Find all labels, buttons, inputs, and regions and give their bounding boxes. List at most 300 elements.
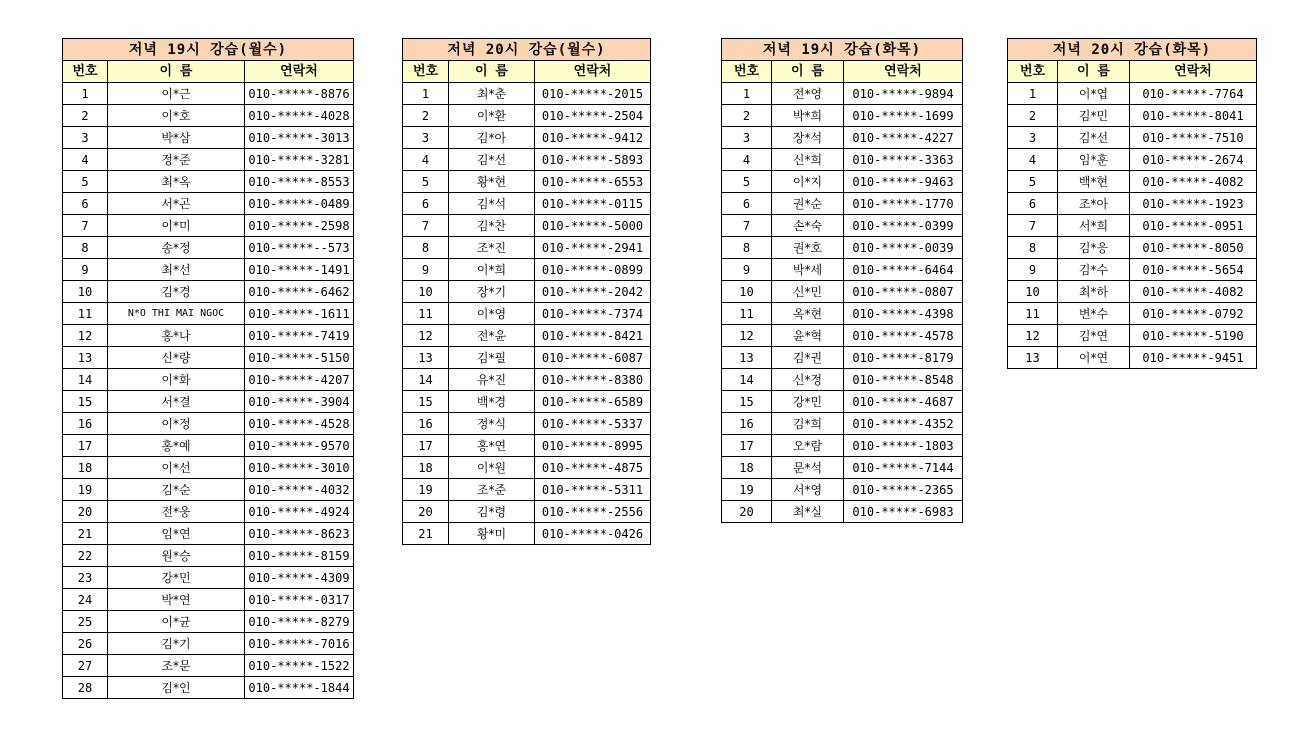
cell-name: 김*기	[108, 633, 245, 655]
cell-number: 9	[1008, 259, 1058, 281]
cell-contact: 010-*****--573	[245, 237, 354, 259]
table-row	[722, 149, 963, 171]
cell-number: 23	[63, 567, 108, 589]
table-row	[1008, 303, 1257, 325]
table-row	[722, 435, 963, 457]
cell-number: 4	[403, 149, 449, 171]
cell-contact: 010-*****-8548	[844, 369, 963, 391]
cell-contact: 010-*****-8380	[535, 369, 651, 391]
cell-contact: 010-*****-1522	[245, 655, 354, 677]
cell-contact: 010-*****-4309	[245, 567, 354, 589]
cell-number: 14	[403, 369, 449, 391]
cell-number: 16	[403, 413, 449, 435]
header-name: 이 름	[449, 61, 535, 83]
table-row	[63, 633, 354, 655]
cell-name: 임*연	[108, 523, 245, 545]
table-row	[722, 479, 963, 501]
cell-name: 조*준	[449, 479, 535, 501]
table-row	[722, 501, 963, 523]
table-row	[63, 127, 354, 149]
cell-number: 12	[722, 325, 772, 347]
cell-name: 홍*나	[108, 325, 245, 347]
table-row	[63, 479, 354, 501]
table-title-row	[403, 39, 651, 61]
table-row	[1008, 83, 1257, 105]
cell-contact: 010-*****-9463	[844, 171, 963, 193]
cell-contact: 010-*****-3013	[245, 127, 354, 149]
table-row	[403, 391, 651, 413]
cell-name: 이*균	[108, 611, 245, 633]
cell-contact: 010-*****-6462	[245, 281, 354, 303]
cell-name: 변*수	[1058, 303, 1130, 325]
cell-name: 황*현	[449, 171, 535, 193]
cell-contact: 010-*****-7374	[535, 303, 651, 325]
table-row	[722, 369, 963, 391]
cell-name: 최*옥	[108, 171, 245, 193]
cell-contact: 010-*****-4227	[844, 127, 963, 149]
header-number: 번호	[1008, 61, 1058, 83]
table-row	[722, 413, 963, 435]
cell-number: 18	[722, 457, 772, 479]
table-row	[1008, 215, 1257, 237]
cell-number: 6	[403, 193, 449, 215]
cell-contact: 010-*****-8041	[1130, 105, 1257, 127]
table-row	[63, 457, 354, 479]
roster-table-19-monwed	[62, 38, 354, 699]
cell-contact: 010-*****-3281	[245, 149, 354, 171]
cell-number: 5	[403, 171, 449, 193]
table-row	[403, 413, 651, 435]
table-row	[722, 303, 963, 325]
table-row	[63, 281, 354, 303]
cell-contact: 010-*****-0792	[1130, 303, 1257, 325]
cell-number: 13	[1008, 347, 1058, 369]
cell-name: 김*순	[108, 479, 245, 501]
table-row	[63, 589, 354, 611]
cell-name: 김*령	[449, 501, 535, 523]
cell-contact: 010-*****-3363	[844, 149, 963, 171]
cell-number: 13	[63, 347, 108, 369]
cell-number: 20	[722, 501, 772, 523]
cell-name: 이*정	[108, 413, 245, 435]
roster-table-20-tuethu	[1007, 38, 1257, 369]
table-row	[722, 237, 963, 259]
cell-contact: 010-*****-3010	[245, 457, 354, 479]
cell-name: 서*영	[772, 479, 844, 501]
header-contact: 연락처	[535, 61, 651, 83]
cell-contact: 010-*****-2015	[535, 83, 651, 105]
cell-number: 26	[63, 633, 108, 655]
cell-number: 21	[403, 523, 449, 545]
cell-number: 8	[63, 237, 108, 259]
cell-contact: 010-*****-4082	[1130, 171, 1257, 193]
cell-name: 조*문	[108, 655, 245, 677]
table-row	[403, 523, 651, 545]
cell-name: 김*권	[772, 347, 844, 369]
header-name: 이 름	[108, 61, 245, 83]
cell-number: 5	[1008, 171, 1058, 193]
cell-name: 박*희	[772, 105, 844, 127]
cell-number: 3	[63, 127, 108, 149]
table-row	[722, 127, 963, 149]
cell-contact: 010-*****-4082	[1130, 281, 1257, 303]
cell-name: 박*연	[108, 589, 245, 611]
cell-contact: 010-*****-6464	[844, 259, 963, 281]
table-row	[722, 281, 963, 303]
cell-contact: 010-*****-2598	[245, 215, 354, 237]
header-contact: 연락처	[1130, 61, 1257, 83]
cell-contact: 010-*****-4352	[844, 413, 963, 435]
table-row	[63, 369, 354, 391]
cell-contact: 010-*****-7510	[1130, 127, 1257, 149]
table-title: 저녁 19시 강습(월수)	[63, 39, 354, 61]
cell-number: 6	[722, 193, 772, 215]
table-row	[722, 83, 963, 105]
cell-name: 권*호	[772, 237, 844, 259]
table-row	[63, 435, 354, 457]
cell-number: 4	[1008, 149, 1058, 171]
cell-name: 이*영	[449, 303, 535, 325]
cell-contact: 010-*****-6589	[535, 391, 651, 413]
cell-contact: 010-*****-7144	[844, 457, 963, 479]
header-contact: 연락처	[844, 61, 963, 83]
cell-contact: 010-*****-8995	[535, 435, 651, 457]
cell-name: 박*삼	[108, 127, 245, 149]
table-row	[403, 193, 651, 215]
cell-number: 10	[63, 281, 108, 303]
table-row	[63, 413, 354, 435]
cell-contact: 010-*****-2556	[535, 501, 651, 523]
cell-name: 홍*예	[108, 435, 245, 457]
cell-name: 이*엽	[1058, 83, 1130, 105]
header-number: 번호	[722, 61, 772, 83]
table-row	[1008, 281, 1257, 303]
cell-name: 이*희	[449, 259, 535, 281]
cell-number: 18	[63, 457, 108, 479]
cell-name: 최*선	[108, 259, 245, 281]
cell-contact: 010-*****-2365	[844, 479, 963, 501]
cell-contact: 010-*****-8050	[1130, 237, 1257, 259]
cell-number: 17	[403, 435, 449, 457]
table-row	[63, 655, 354, 677]
cell-number: 4	[722, 149, 772, 171]
cell-contact: 010-*****-5311	[535, 479, 651, 501]
cell-name: 김*필	[449, 347, 535, 369]
cell-number: 17	[63, 435, 108, 457]
cell-contact: 010-*****-0039	[844, 237, 963, 259]
cell-number: 14	[63, 369, 108, 391]
cell-name: 김*민	[1058, 105, 1130, 127]
table-row	[403, 347, 651, 369]
cell-name: 전*영	[772, 83, 844, 105]
cell-contact: 010-*****-4875	[535, 457, 651, 479]
table-row	[403, 281, 651, 303]
table-row	[1008, 193, 1257, 215]
table-row	[403, 369, 651, 391]
cell-number: 11	[403, 303, 449, 325]
cell-number: 13	[722, 347, 772, 369]
table-row	[63, 611, 354, 633]
cell-name: 정*준	[108, 149, 245, 171]
cell-name: 이*미	[108, 215, 245, 237]
cell-number: 7	[403, 215, 449, 237]
cell-name: 송*정	[108, 237, 245, 259]
table-row	[722, 347, 963, 369]
cell-contact: 010-*****-0899	[535, 259, 651, 281]
cell-number: 2	[63, 105, 108, 127]
cell-number: 19	[722, 479, 772, 501]
cell-contact: 010-*****-9894	[844, 83, 963, 105]
cell-name: 서*곤	[108, 193, 245, 215]
table-row	[722, 325, 963, 347]
table-row	[63, 259, 354, 281]
cell-contact: 010-*****-7764	[1130, 83, 1257, 105]
table-header-row	[63, 61, 354, 83]
cell-number: 1	[403, 83, 449, 105]
table-row	[63, 237, 354, 259]
cell-number: 3	[403, 127, 449, 149]
cell-number: 2	[722, 105, 772, 127]
cell-number: 2	[1008, 105, 1058, 127]
cell-number: 18	[403, 457, 449, 479]
cell-number: 21	[63, 523, 108, 545]
cell-name: 권*순	[772, 193, 844, 215]
cell-name: 서*결	[108, 391, 245, 413]
cell-name: 김*희	[772, 413, 844, 435]
table-row	[63, 105, 354, 127]
cell-contact: 010-*****-5000	[535, 215, 651, 237]
cell-contact: 010-*****-1491	[245, 259, 354, 281]
cell-number: 20	[63, 501, 108, 523]
cell-name: 이*지	[772, 171, 844, 193]
cell-name: 김*선	[449, 149, 535, 171]
cell-contact: 010-*****-1803	[844, 435, 963, 457]
cell-name: 홍*연	[449, 435, 535, 457]
cell-number: 11	[722, 303, 772, 325]
table-row	[722, 391, 963, 413]
cell-contact: 010-*****-0115	[535, 193, 651, 215]
cell-name: 오*람	[772, 435, 844, 457]
cell-number: 11	[1008, 303, 1058, 325]
cell-name: 원*승	[108, 545, 245, 567]
cell-number: 19	[403, 479, 449, 501]
cell-name: 김*인	[108, 677, 245, 699]
cell-number: 8	[1008, 237, 1058, 259]
cell-number: 15	[403, 391, 449, 413]
table-header-row	[403, 61, 651, 83]
cell-number: 27	[63, 655, 108, 677]
table-row	[63, 193, 354, 215]
cell-number: 25	[63, 611, 108, 633]
cell-name: 이*선	[108, 457, 245, 479]
cell-name: 신*민	[772, 281, 844, 303]
cell-name: 황*미	[449, 523, 535, 545]
cell-number: 22	[63, 545, 108, 567]
cell-name: 김*선	[1058, 127, 1130, 149]
cell-number: 17	[722, 435, 772, 457]
table-title-row	[722, 39, 963, 61]
cell-contact: 010-*****-8421	[535, 325, 651, 347]
table-row	[403, 149, 651, 171]
cell-contact: 010-*****-9451	[1130, 347, 1257, 369]
cell-name: N*O THI MAI NGOC	[108, 303, 245, 325]
cell-contact: 010-*****-0426	[535, 523, 651, 545]
cell-name: 윤*혁	[772, 325, 844, 347]
table-row	[63, 347, 354, 369]
cell-contact: 010-*****-6983	[844, 501, 963, 523]
cell-name: 신*희	[772, 149, 844, 171]
table-row	[403, 501, 651, 523]
cell-number: 10	[722, 281, 772, 303]
cell-contact: 010-*****-8179	[844, 347, 963, 369]
cell-contact: 010-*****-0951	[1130, 215, 1257, 237]
cell-contact: 010-*****-9570	[245, 435, 354, 457]
cell-number: 1	[722, 83, 772, 105]
cell-contact: 010-*****-5190	[1130, 325, 1257, 347]
cell-name: 문*석	[772, 457, 844, 479]
cell-name: 조*진	[449, 237, 535, 259]
table-row	[63, 545, 354, 567]
cell-number: 12	[1008, 325, 1058, 347]
cell-name: 백*현	[1058, 171, 1130, 193]
cell-contact: 010-*****-0317	[245, 589, 354, 611]
cell-name: 최*하	[1058, 281, 1130, 303]
cell-contact: 010-*****-4687	[844, 391, 963, 413]
cell-name: 이*호	[108, 105, 245, 127]
table-row	[63, 303, 354, 325]
cell-name: 임*훈	[1058, 149, 1130, 171]
cell-contact: 010-*****-8553	[245, 171, 354, 193]
cell-number: 1	[63, 83, 108, 105]
table-row	[63, 171, 354, 193]
header-contact: 연락처	[245, 61, 354, 83]
cell-name: 김*찬	[449, 215, 535, 237]
cell-number: 19	[63, 479, 108, 501]
cell-number: 11	[63, 303, 108, 325]
table-row	[1008, 237, 1257, 259]
cell-contact: 010-*****-5654	[1130, 259, 1257, 281]
cell-name: 김*석	[449, 193, 535, 215]
cell-name: 김*아	[449, 127, 535, 149]
table-row	[63, 215, 354, 237]
cell-contact: 010-*****-9412	[535, 127, 651, 149]
cell-name: 서*희	[1058, 215, 1130, 237]
cell-name: 신*정	[772, 369, 844, 391]
cell-contact: 010-*****-4528	[245, 413, 354, 435]
cell-name: 박*세	[772, 259, 844, 281]
table-row	[403, 457, 651, 479]
cell-contact: 010-*****-2674	[1130, 149, 1257, 171]
table-row	[722, 457, 963, 479]
cell-number: 28	[63, 677, 108, 699]
cell-contact: 010-*****-7419	[245, 325, 354, 347]
cell-number: 15	[722, 391, 772, 413]
cell-number: 8	[722, 237, 772, 259]
cell-number: 24	[63, 589, 108, 611]
header-number: 번호	[403, 61, 449, 83]
cell-name: 장*기	[449, 281, 535, 303]
table-row	[1008, 127, 1257, 149]
cell-contact: 010-*****-2941	[535, 237, 651, 259]
table-row	[63, 677, 354, 699]
cell-number: 10	[403, 281, 449, 303]
table-row	[403, 259, 651, 281]
cell-name: 최*춘	[449, 83, 535, 105]
cell-name: 김*수	[1058, 259, 1130, 281]
table-row	[1008, 149, 1257, 171]
cell-contact: 010-*****-1699	[844, 105, 963, 127]
table-title-row	[1008, 39, 1257, 61]
cell-name: 신*량	[108, 347, 245, 369]
cell-contact: 010-*****-6553	[535, 171, 651, 193]
cell-contact: 010-*****-1844	[245, 677, 354, 699]
table-title-row	[63, 39, 354, 61]
cell-number: 6	[63, 193, 108, 215]
cell-contact: 010-*****-3904	[245, 391, 354, 413]
header-name: 이 름	[1058, 61, 1130, 83]
table-row	[1008, 347, 1257, 369]
cell-contact: 010-*****-0399	[844, 215, 963, 237]
cell-contact: 010-*****-5893	[535, 149, 651, 171]
table-row	[1008, 171, 1257, 193]
cell-number: 20	[403, 501, 449, 523]
cell-contact: 010-*****-6087	[535, 347, 651, 369]
table-title: 저녁 20시 강습(월수)	[403, 39, 651, 61]
cell-contact: 010-*****-4924	[245, 501, 354, 523]
cell-contact: 010-*****-8279	[245, 611, 354, 633]
cell-number: 14	[722, 369, 772, 391]
cell-contact: 010-*****-2504	[535, 105, 651, 127]
cell-number: 5	[722, 171, 772, 193]
table-row	[63, 149, 354, 171]
cell-name: 김*응	[1058, 237, 1130, 259]
cell-number: 9	[722, 259, 772, 281]
cell-name: 장*석	[772, 127, 844, 149]
cell-number: 16	[63, 413, 108, 435]
table-row	[403, 479, 651, 501]
cell-name: 백*경	[449, 391, 535, 413]
cell-name: 이*근	[108, 83, 245, 105]
cell-number: 3	[722, 127, 772, 149]
table-title: 저녁 19시 강습(화목)	[722, 39, 963, 61]
table-row	[403, 325, 651, 347]
cell-contact: 010-*****-1923	[1130, 193, 1257, 215]
cell-number: 7	[1008, 215, 1058, 237]
table-row	[403, 127, 651, 149]
cell-contact: 010-*****-8876	[245, 83, 354, 105]
cell-contact: 010-*****-8623	[245, 523, 354, 545]
table-row	[1008, 325, 1257, 347]
table-row	[403, 237, 651, 259]
cell-number: 9	[403, 259, 449, 281]
table-row	[722, 171, 963, 193]
cell-name: 최*실	[772, 501, 844, 523]
cell-number: 5	[63, 171, 108, 193]
table-row	[403, 105, 651, 127]
table-header-row	[1008, 61, 1257, 83]
cell-number: 8	[403, 237, 449, 259]
table-row	[722, 105, 963, 127]
cell-number: 13	[403, 347, 449, 369]
cell-name: 조*아	[1058, 193, 1130, 215]
table-header-row	[722, 61, 963, 83]
cell-contact: 010-*****-2042	[535, 281, 651, 303]
cell-number: 7	[63, 215, 108, 237]
table-row	[63, 325, 354, 347]
cell-contact: 010-*****-5337	[535, 413, 651, 435]
header-number: 번호	[63, 61, 108, 83]
header-name: 이 름	[772, 61, 844, 83]
